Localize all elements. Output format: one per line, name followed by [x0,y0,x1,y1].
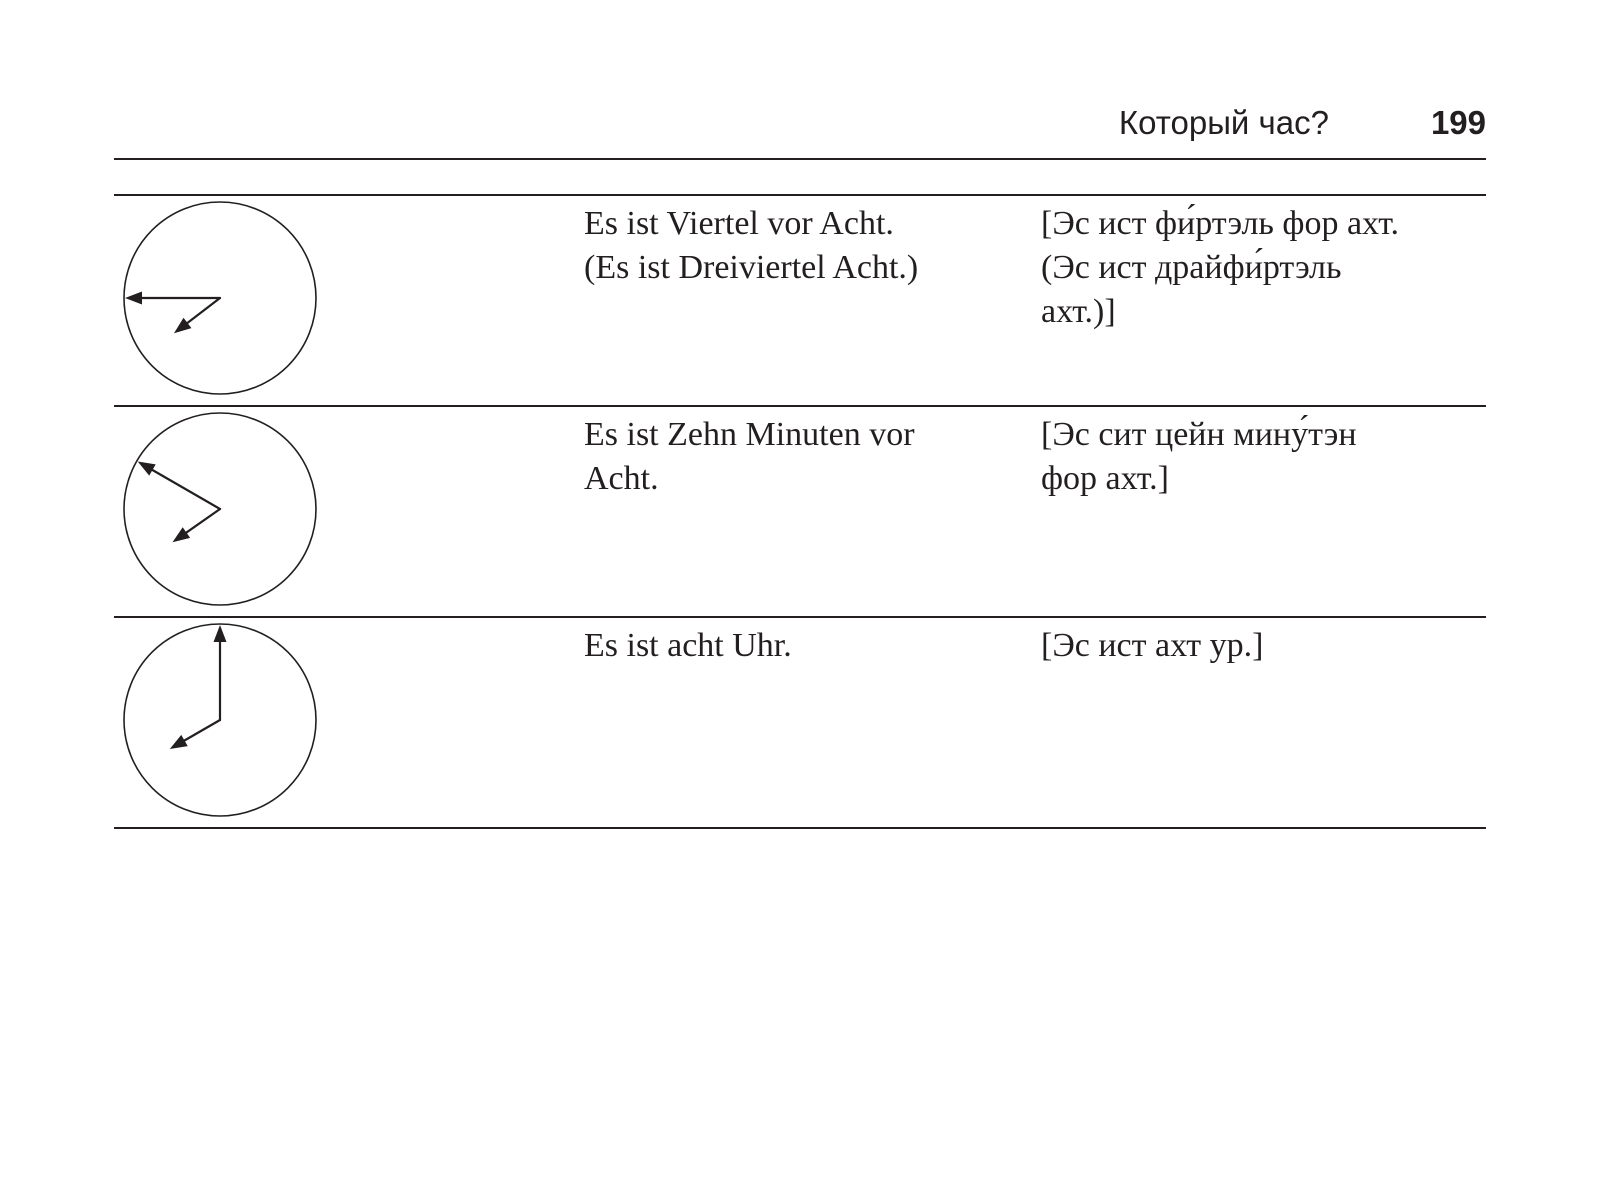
table-row [114,194,1486,405]
clock-icon [122,622,318,818]
german-line: Es ist Zehn Minuten vor [584,416,915,453]
german-phrase [584,413,1024,501]
clock-icon [122,200,318,396]
transcription-line: [Эс ист фи́ртэль фор ахт. [1041,205,1400,242]
transcription-line: [Эс сит цейн мину́тэн [1041,416,1357,453]
page-number: 199 [1430,104,1486,141]
german-phrase [584,202,1024,290]
table-row [114,405,1486,616]
transcription-line: ахт.)] [1041,293,1116,330]
minute-hand [214,625,227,720]
transcription-line: фор ахт.] [1041,460,1169,497]
transcription-line: [Эс ист ахт ур.] [1041,627,1264,664]
header-rule [114,158,1486,160]
german-line: Es ist acht Uhr. [584,627,792,664]
hour-hand [174,298,220,333]
transcription-line: (Эс ист драйфи́ртэль [1041,249,1342,286]
german-line: (Es ist Dreiviertel Acht.) [584,249,919,286]
minute-hand [138,462,220,510]
hour-hand [170,720,220,749]
german-line: Es ist Viertel vor Acht. [584,205,894,242]
table-row [114,616,1486,829]
transcription [1041,413,1486,501]
transcription [1041,624,1486,668]
minute-hand [125,292,220,305]
running-head [1119,104,1486,142]
chapter-title: Который час? [1118,104,1329,141]
hour-hand [172,509,220,542]
transcription [1041,202,1486,334]
clock-icon [122,411,318,607]
german-phrase [584,624,1024,668]
time-table [114,194,1486,829]
german-line: Acht. [584,460,659,497]
